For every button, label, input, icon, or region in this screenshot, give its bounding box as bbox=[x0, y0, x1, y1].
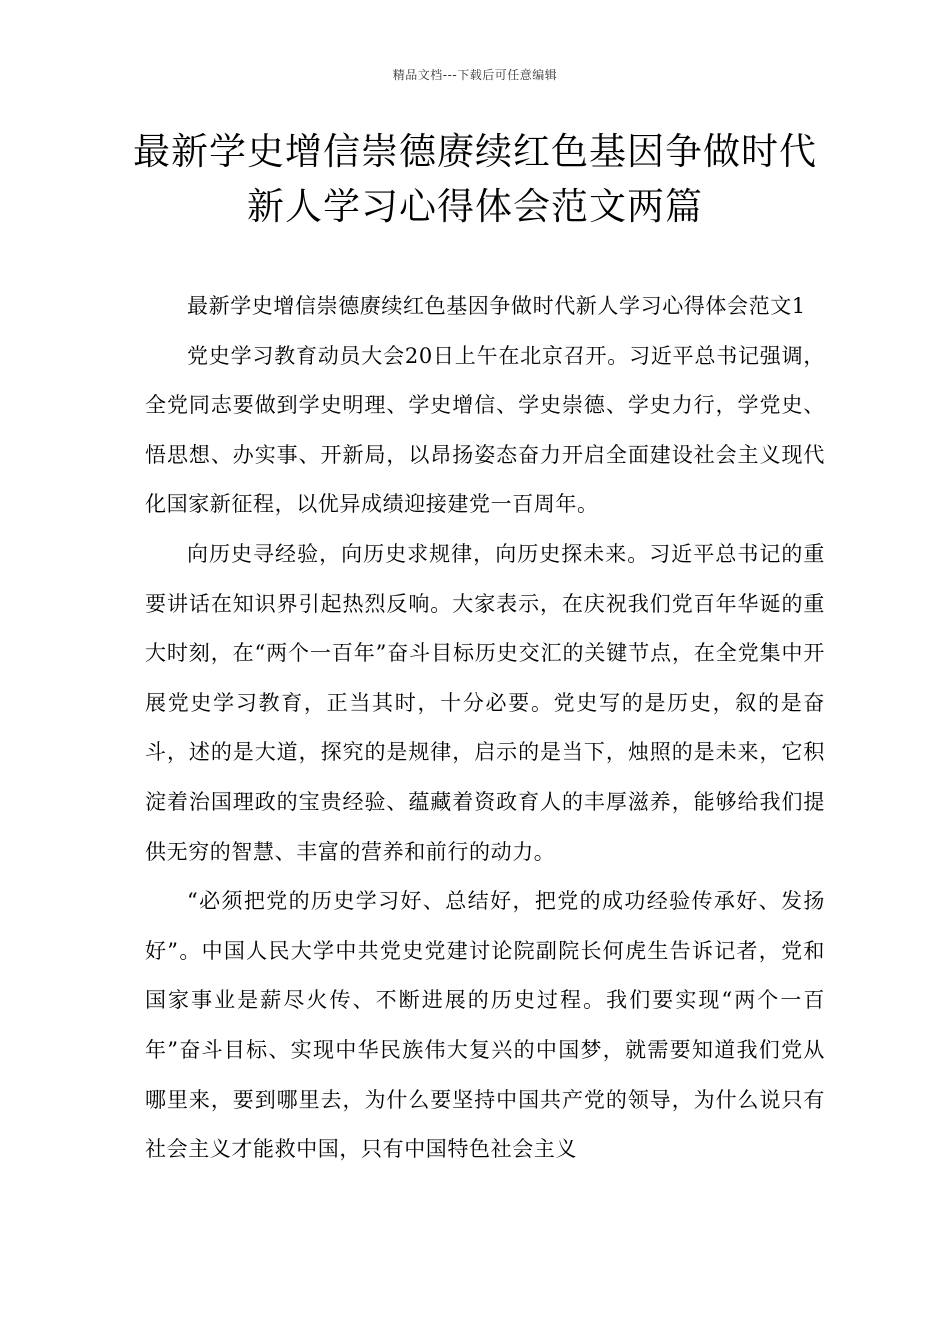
header-note: 精品文档---下载后可任意编辑 bbox=[392, 68, 558, 82]
document-body bbox=[145, 282, 825, 1175]
paragraph-subtitle: 最新学史增信崇德赓续红色基因争做时代新人学习心得体会范文1 bbox=[187, 294, 806, 318]
document-title: 最新学史增信崇德赓续红色基因争做时代新人学习心得体会范文两篇 bbox=[133, 130, 817, 228]
paragraph: 向历史寻经验，向历史求规律，向历史探未来。习近平总书记的重要讲话在知识界引起热烈反响。大家表示，在庆祝我们党百年华诞的重大时刻，在“两个一百年”奋斗目标历史交汇的关键节点，在全党集中开展党史学习教育，正当其时，十分必要。党史写的是历史，叙的是奋斗，述的是大道，探究的是规律，启示的是当下，烛照的是未来，它积淀着治国理政的宝贵经验、蕴藏着资政育人的丰厚滋养，能够给我们提供无穷的智慧、丰富的营养和前行的动力。 bbox=[145, 541, 825, 864]
paragraph: “必须把党的历史学习好、总结好，把党的成功经验传承好、发扬好”。中国人民大学中共党史党建讨论院副院长何虎生告诉记者，党和国家事业是薪尽火传、不断进展的历史过程。我们要实现“两个一百年”奋斗目标、实现中华民族伟大复兴的中国梦，就需要知道我们党从哪里来，要到哪里去，为什么要坚持中国共产党的领导，为什么说只有社会主义才能救中国，只有中国特色社会主义 bbox=[145, 889, 825, 1162]
paragraph: 党史学习教育动员大会20日上午在北京召开。习近平总书记强调，全党同志要做到学史明理、学史增信、学史崇德、学史力行，学党史、悟思想、办实事、开新局，以昂扬姿态奋力开启全面建设社会主义现代化国家新征程，以优异成绩迎接建党一百周年。 bbox=[145, 343, 825, 517]
